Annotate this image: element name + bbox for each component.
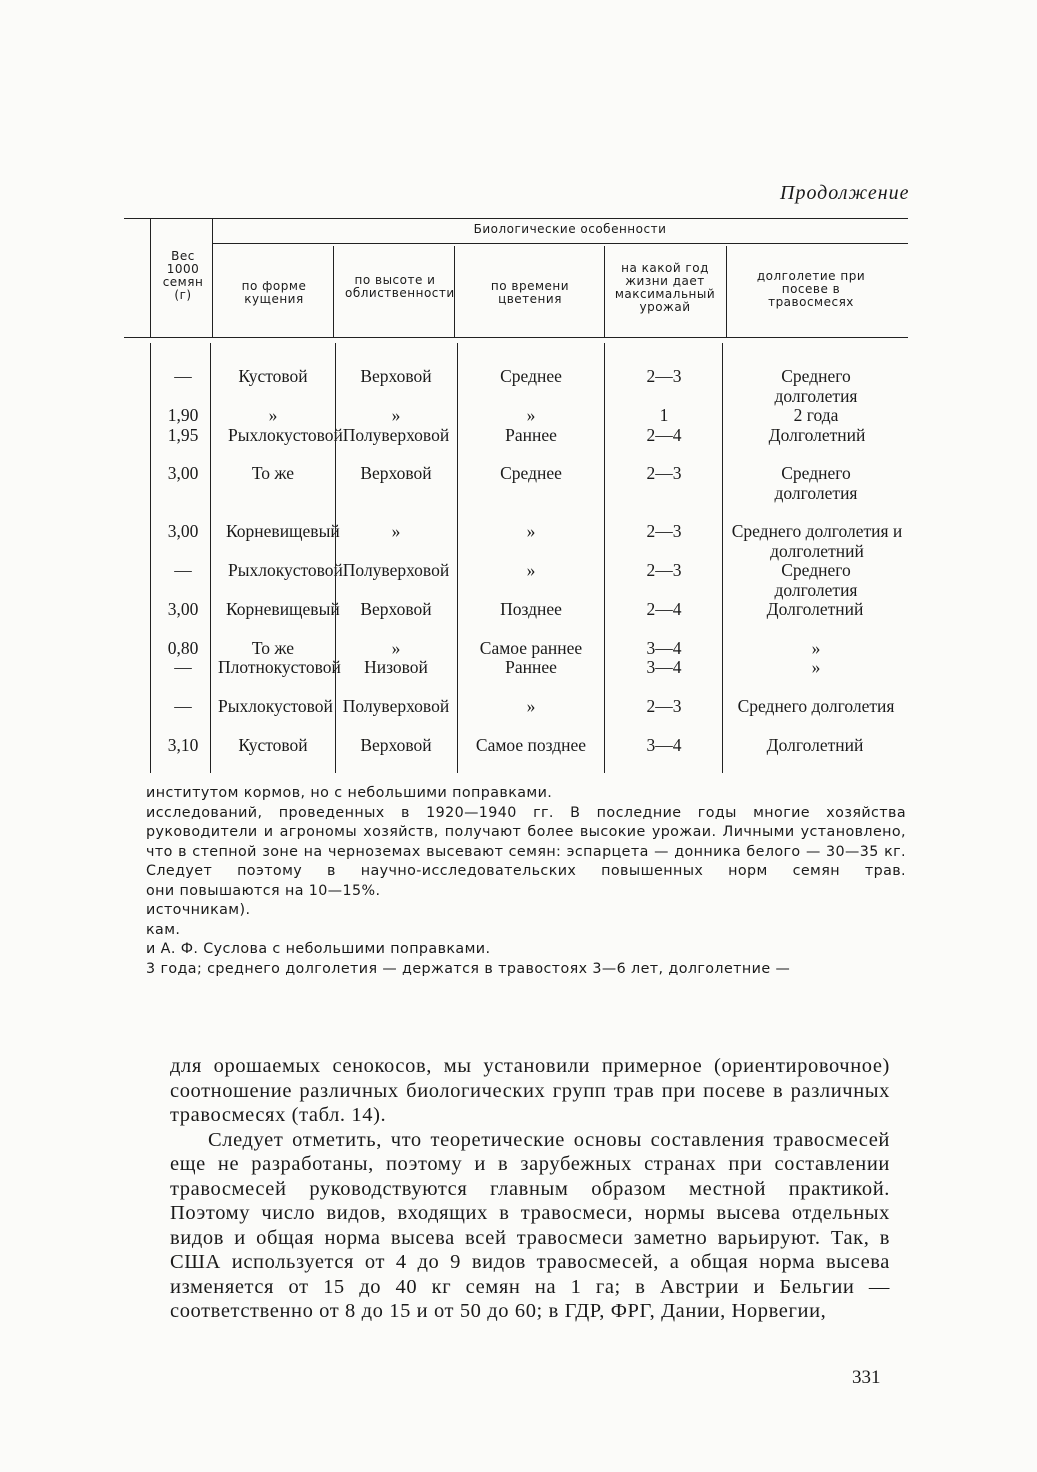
body-divider — [150, 343, 151, 773]
table-cell: 2—4 — [646, 599, 682, 619]
note-paragraph: исследований, проведенных в 1920—1940 гг. В последние годы многие хозяйства руководители и агрономы хозяйств, получают более высокие урожаи. Личными установлено, что в степной зоне на черноземах высевают семян: эспарцета — донника белого — 30—35 кг. Следует поэтому в научно-исследовательских повышенных норм семян трав. — [146, 804, 906, 879]
table-cell: Самое раннее — [479, 638, 583, 658]
table-cell: Полуверховой — [342, 425, 450, 445]
note-line: институтом кормов, но с небольшими поправками. — [146, 785, 553, 801]
table-cell: Верховой — [360, 735, 432, 755]
table-cell: Позднее — [500, 599, 562, 619]
table-cell: Верховой — [360, 599, 432, 619]
table-cell: » — [526, 560, 536, 580]
table-cell: То же — [251, 638, 295, 658]
table-cell: Верховой — [360, 366, 432, 386]
table-cell: Низовой — [364, 657, 428, 677]
table-cell: 3—4 — [646, 657, 682, 677]
table-cell: Верховой — [360, 463, 432, 483]
body-divider — [335, 343, 336, 773]
table-cell: Плотнокустовой — [218, 657, 341, 677]
header-height: по высоте и облиственности — [345, 273, 455, 300]
note-line: 3 года; среднего долголетия — держатся в травостоях 3—6 лет, долголетние — — [146, 960, 791, 977]
header-longevity: долголетие при посеве в травосмесях — [756, 269, 866, 309]
paragraph: Следует отметить, что теоретические основы составления травосмесей еще не разработаны, поэтому и в зарубежных странах при составлении травосмесей руководствуются главным образом местной практикой. Поэтому число видов, входящих в травосмеси, нормы высева отдельных видов и общая норма высева всей травосмеси заметно варьируют. Так, в США используется от 4 до 9 видов травосмесей, а общая норма высева изменяется от 15 до 40 кг семян на 1 га; в Австрии и Бельгии — соответственно от 8 до 15 и от 50 до 60; в ГДР, ФРГ, Дании, Норвегии, — [170, 1128, 890, 1322]
table-cell: Долголетний — [766, 735, 864, 755]
table-cell: » — [391, 638, 401, 658]
table-cell: 0,80 — [167, 638, 199, 658]
table-notes — [146, 784, 906, 979]
table-cell: Рыхлокустовой — [218, 696, 333, 716]
header-divider — [150, 218, 151, 337]
table-cell: 1,90 — [167, 405, 199, 425]
table-cell: Долголетний — [766, 599, 864, 619]
table-cell: Раннее — [505, 657, 557, 677]
table-cell: Корневищевый — [226, 599, 340, 619]
header-divider — [726, 246, 727, 337]
group-header-rule — [213, 243, 908, 244]
page-number: 331 — [852, 1367, 881, 1388]
table-cell: Корневищевый — [226, 521, 340, 541]
header-year: на какой год жизни дает максимальный урожай — [614, 261, 716, 314]
table-cell: 2—3 — [646, 696, 682, 716]
table-cell: Среднего долголетия — [737, 696, 895, 716]
table-top-rule — [124, 218, 908, 219]
note-line: источникам). — [146, 902, 251, 918]
header-bloom: по времени цветения — [490, 279, 570, 306]
paragraph: для орошаемых сенокосов, мы установили примерное (ориентировочное) соотношение различных биологических групп трав при посеве в различных травосмесях (табл. 14). — [170, 1055, 890, 1126]
body-divider — [210, 343, 211, 773]
table-cell: Полуверховой — [342, 560, 450, 580]
table-cell: 1 — [659, 405, 669, 425]
header-divider — [604, 246, 605, 337]
note-line: кам. — [146, 921, 181, 938]
body-divider — [604, 343, 605, 773]
table-cell: 3—4 — [646, 638, 682, 658]
note-line: они повышаются на 10—15%. — [146, 882, 381, 899]
table-cell: Среднего долголетия — [774, 560, 858, 600]
note-line: и А. Ф. Суслова с небольшими поправками. — [146, 941, 491, 957]
table-cell: Среднее — [500, 366, 562, 386]
table-cell: Среднего долголетия — [774, 366, 858, 406]
table-cell: — — [174, 366, 192, 386]
table-cell: 3,00 — [167, 463, 199, 483]
table-cell: 3,10 — [167, 735, 199, 755]
table-cell: — — [174, 657, 192, 677]
table-cell: » — [526, 696, 536, 716]
table-cell: Среднее — [500, 463, 562, 483]
table-cell: 2—3 — [646, 463, 682, 483]
body-divider — [457, 343, 458, 773]
table-cell: » — [811, 657, 821, 677]
header-bottom-rule — [124, 337, 908, 338]
table-cell: То же — [251, 463, 295, 483]
table-cell: Кустовой — [238, 366, 308, 386]
table-cell: 2—3 — [646, 521, 682, 541]
table-cell: Полуверховой — [342, 696, 450, 716]
table-cell: — — [174, 696, 192, 716]
table-cell: 3—4 — [646, 735, 682, 755]
table-cell: Самое позднее — [475, 735, 587, 755]
table-cell: Долголетний — [768, 425, 866, 445]
table-cell: » — [268, 405, 278, 425]
header-group: Биологические особенности — [473, 222, 667, 236]
table-cell: » — [526, 521, 536, 541]
table-cell: » — [391, 405, 401, 425]
table-cell: Рыхлокустовой — [228, 425, 343, 445]
table-cell: 2—3 — [646, 560, 682, 580]
header-weight: Вес 1000 семян (г) — [162, 249, 204, 302]
table-cell: 2—4 — [646, 425, 682, 445]
body-divider — [722, 343, 723, 773]
table-cell: » — [526, 405, 536, 425]
table-cell: Среднего долголетия и долголетний — [731, 521, 903, 561]
header-form: по форме кущения — [241, 279, 307, 306]
continuation-label: Продолжение — [780, 182, 910, 204]
table-cell: Среднего долголетия — [774, 463, 858, 503]
header-divider — [333, 246, 334, 337]
table-cell: 3,00 — [167, 599, 199, 619]
table-cell: » — [391, 521, 401, 541]
table-cell: 1,95 — [167, 425, 199, 445]
header-divider — [212, 218, 213, 337]
table-cell: 2—3 — [646, 366, 682, 386]
table-cell: » — [811, 638, 821, 658]
table-cell: 3,00 — [167, 521, 199, 541]
table-cell: — — [174, 560, 192, 580]
body-text — [170, 1054, 890, 1324]
table-cell: Рыхлокустовой — [228, 560, 343, 580]
table-cell: 2 года — [793, 405, 839, 425]
table-cell: Кустовой — [238, 735, 308, 755]
table-cell: Раннее — [505, 425, 557, 445]
